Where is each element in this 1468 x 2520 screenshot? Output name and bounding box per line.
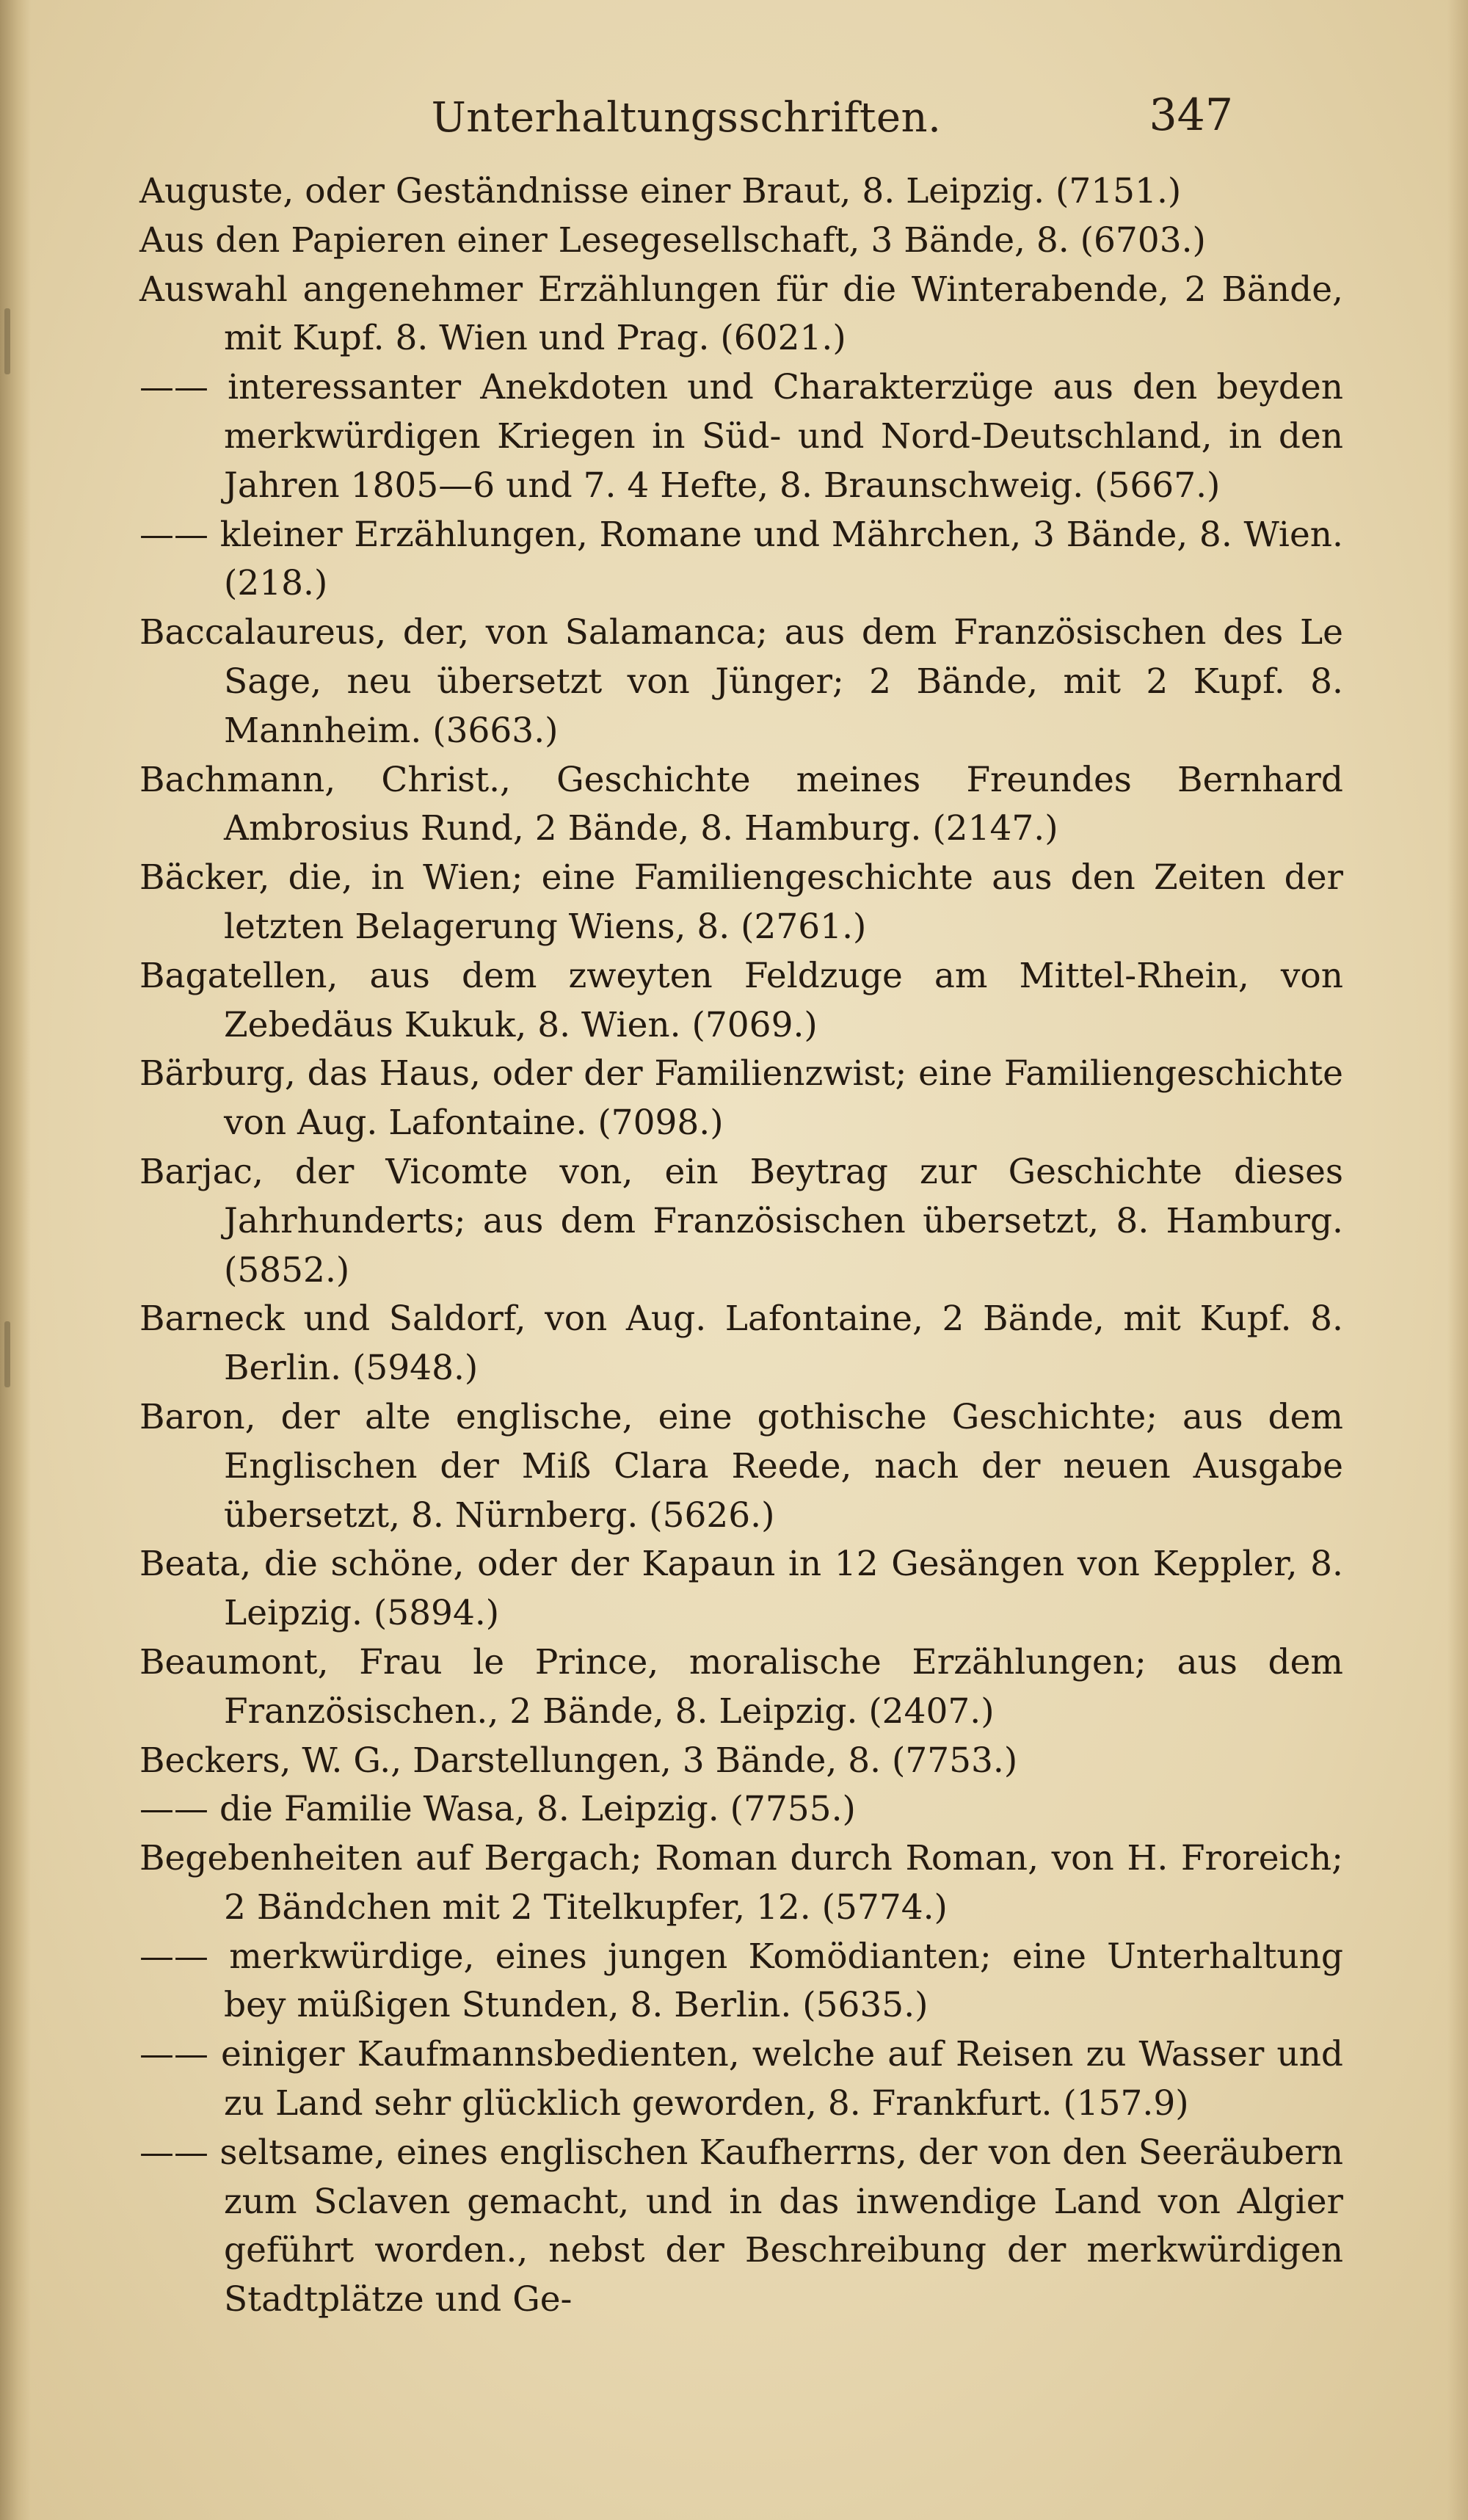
catalog-entry: Bagatellen, aus dem zweyten Feldzuge am Mittel-Rhein, von Zebedäus Kukuk, 8. Wien. (7069.) — [139, 955, 1343, 1045]
catalog-entry: Baron, der alte englische, eine gothische Geschichte; aus dem Englischen der Miß Clara Reede, nach der neuen Ausgabe übersetzt, 8. Nürnberg. (5626.) — [139, 1396, 1343, 1536]
binding-thread — [4, 1321, 10, 1387]
catalog-entry: —— einiger Kaufmannsbedienten, welche auf Reisen zu Wasser und zu Land sehr glücklich geworden, 8. Frankfurt. (157.9) — [139, 2034, 1343, 2124]
catalog-entry: Auswahl angenehmer Erzählungen für die Winterabende, 2 Bände, mit Kupf. 8. Wien und Prag. (6021.) — [139, 269, 1343, 359]
catalog-entry: Auguste, oder Geständnisse einer Braut, 8. Leipzig. (7151.) — [139, 171, 1182, 211]
catalog-entry: —— merkwürdige, eines jungen Komödianten; eine Unterhaltung bey müßigen Stunden, 8. Berlin. (5635.) — [139, 1936, 1343, 2026]
catalog-entry: Aus den Papieren einer Lesegesellschaft, 3 Bände, 8. (6703.) — [139, 219, 1206, 261]
catalog-entry: Beckers, W. G., Darstellungen, 3 Bände, 8. (7753.) — [139, 1740, 1018, 1781]
catalog-entry: Begebenheiten auf Bergach; Roman durch Roman, von H. Froreich; 2 Bändchen mit 2 Titelkupfer, 12. (5774.) — [139, 1838, 1343, 1928]
catalog-entry: Bärburg, das Haus, oder der Familienzwist; eine Familiengeschichte von Aug. Lafontaine. (7098.) — [139, 1053, 1343, 1144]
catalog-entry: —— kleiner Erzählungen, Romane und Mährchen, 3 Bände, 8. Wien. (218.) — [139, 514, 1343, 604]
catalog-entry: Baccalaureus, der, von Salamanca; aus dem Französischen des Le Sage, neu übersetzt von Jünger; 2 Bände, mit 2 Kupf. 8. Mannheim. (3663.) — [139, 612, 1343, 751]
catalog-entry: Barjac, der Vicomte von, ein Beytrag zur Geschichte dieses Jahrhunderts; aus dem Französischen übersetzt, 8. Hamburg. (5852.) — [139, 1151, 1343, 1290]
catalog-entry: Beaumont, Frau le Prince, moralische Erzählungen; aus dem Französischen., 2 Bände, 8. Leipzig. (2407.) — [139, 1641, 1343, 1732]
page-number: 347 — [1149, 90, 1233, 141]
catalog-entries — [139, 167, 1343, 2325]
catalog-entry: —— die Familie Wasa, 8. Leipzig. (7755.) — [139, 1789, 856, 1830]
catalog-entry: —— interessanter Anekdoten und Charakterzüge aus den beyden merkwürdigen Kriegen in Süd- und Nord-Deutschland, in den Jahren 1805—6 und 7. 4 Hefte, 8. Braunschweig. (5667.) — [139, 367, 1343, 506]
binding-thread — [4, 308, 10, 374]
catalog-entry: Bäcker, die, in Wien; eine Familiengeschichte aus den Zeiten der letzten Belagerung Wiens, 8. (2761.) — [139, 857, 1343, 947]
running-head: Unterhaltungsschriften. — [431, 94, 942, 142]
catalog-entry: —— seltsame, eines englischen Kaufherrns, der von den Seeräubern zum Sclaven gemacht, und in das inwendige Land von Algier geführt worden., nebst der Beschreibung der merkwürdigen Stadtplätze und Ge- — [139, 2132, 1343, 2320]
catalog-entry: Barneck und Saldorf, von Aug. Lafontaine, 2 Bände, mit Kupf. 8. Berlin. (5948.) — [139, 1299, 1343, 1389]
catalog-entry: Beata, die schöne, oder der Kapaun in 12 Gesängen von Keppler, 8. Leipzig. (5894.) — [139, 1544, 1343, 1634]
catalog-entry: Bachmann, Christ., Geschichte meines Freundes Bernhard Ambrosius Rund, 2 Bände, 8. Hamburg. (2147.) — [139, 759, 1343, 849]
page-header — [125, 94, 1248, 145]
